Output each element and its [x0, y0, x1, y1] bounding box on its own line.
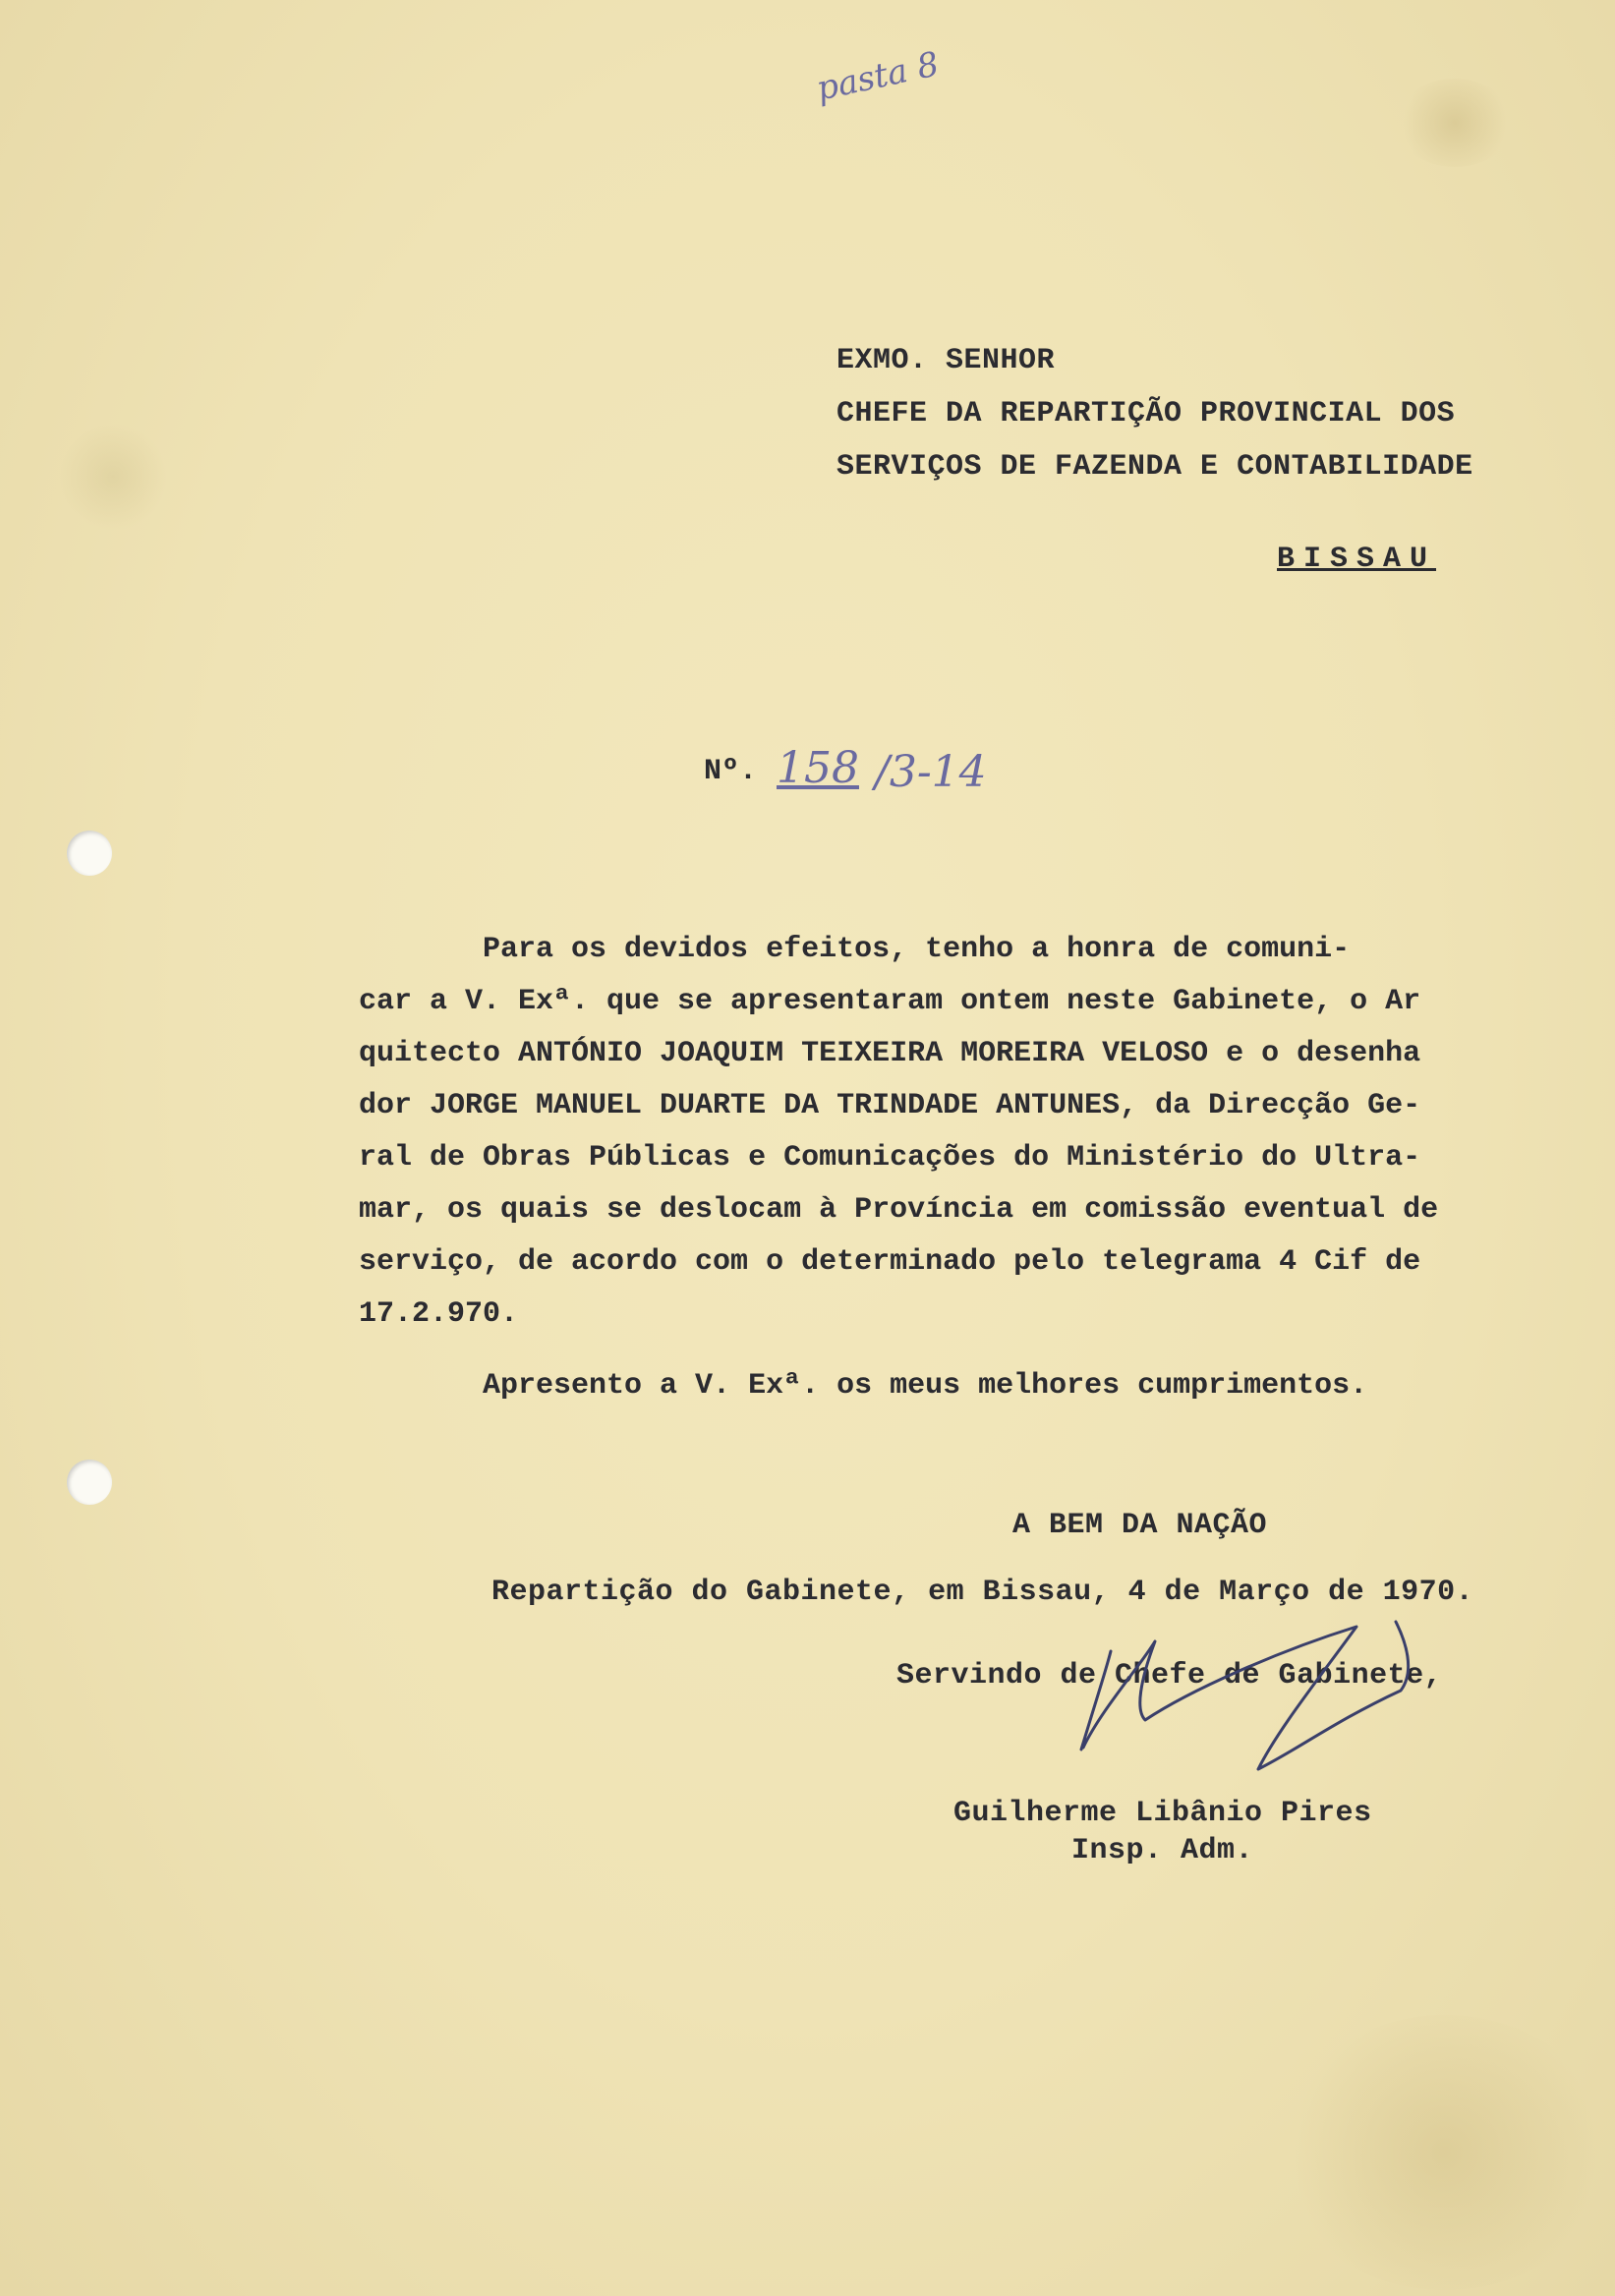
- body-line: quitecto ANTÓNIO JOAQUIM TEIXEIRA MOREIRA VELOSO e o desenha: [359, 1037, 1421, 1070]
- recipient-line-1: EXMO. SENHOR: [836, 344, 1056, 377]
- letter-body: [359, 924, 1514, 1412]
- punch-hole: [67, 831, 112, 876]
- punch-hole: [67, 1460, 112, 1505]
- body-line: car a V. Exª. que se apresentaram ontem neste Gabinete, o Ar: [359, 985, 1421, 1018]
- reference-number-suffix: /3-14: [875, 747, 987, 797]
- paper-stain: [1278, 2015, 1612, 2290]
- signatory-name: Guilherme Libânio Pires: [953, 1797, 1372, 1830]
- body-line: Para os devidos efeitos, tenho a honra de comuni-: [359, 933, 1351, 966]
- body-line: serviço, de acordo com o determinado pelo telegrama 4 Cif de: [359, 1245, 1421, 1279]
- reference-number-label: Nº.: [704, 755, 758, 788]
- signatory-role: Servindo de Chefe de Gabinete,: [896, 1659, 1443, 1693]
- recipient-city: BISSAU: [1277, 543, 1437, 576]
- motto: A BEM DA NAÇÃO: [1012, 1509, 1268, 1542]
- place-and-date: Repartição do Gabinete, em Bissau, 4 de Março de 1970.: [491, 1576, 1474, 1609]
- signatory-title: Insp. Adm.: [1071, 1834, 1254, 1867]
- handwritten-note: pasta 8: [813, 44, 943, 109]
- closing-paragraph: Apresento a V. Exª. os meus melhores cumprimentos.: [359, 1369, 1368, 1403]
- recipient-line-3: SERVIÇOS DE FAZENDA E CONTABILIDADE: [836, 450, 1473, 484]
- body-line: dor JORGE MANUEL DUARTE DA TRINDADE ANTUNES, da Direcção Ge-: [359, 1089, 1421, 1122]
- reference-number: 158: [777, 743, 859, 793]
- paper-stain: [1396, 79, 1514, 167]
- recipient-line-2: CHEFE DA REPARTIÇÃO PROVINCIAL DOS: [836, 397, 1456, 430]
- paper-stain: [59, 423, 167, 531]
- body-line: ral de Obras Públicas e Comunicações do Ministério do Ultra-: [359, 1141, 1421, 1175]
- signature: [1022, 1573, 1435, 1828]
- body-line: mar, os quais se deslocam à Província em comissão eventual de: [359, 1193, 1439, 1227]
- body-line: 17.2.970.: [359, 1297, 519, 1331]
